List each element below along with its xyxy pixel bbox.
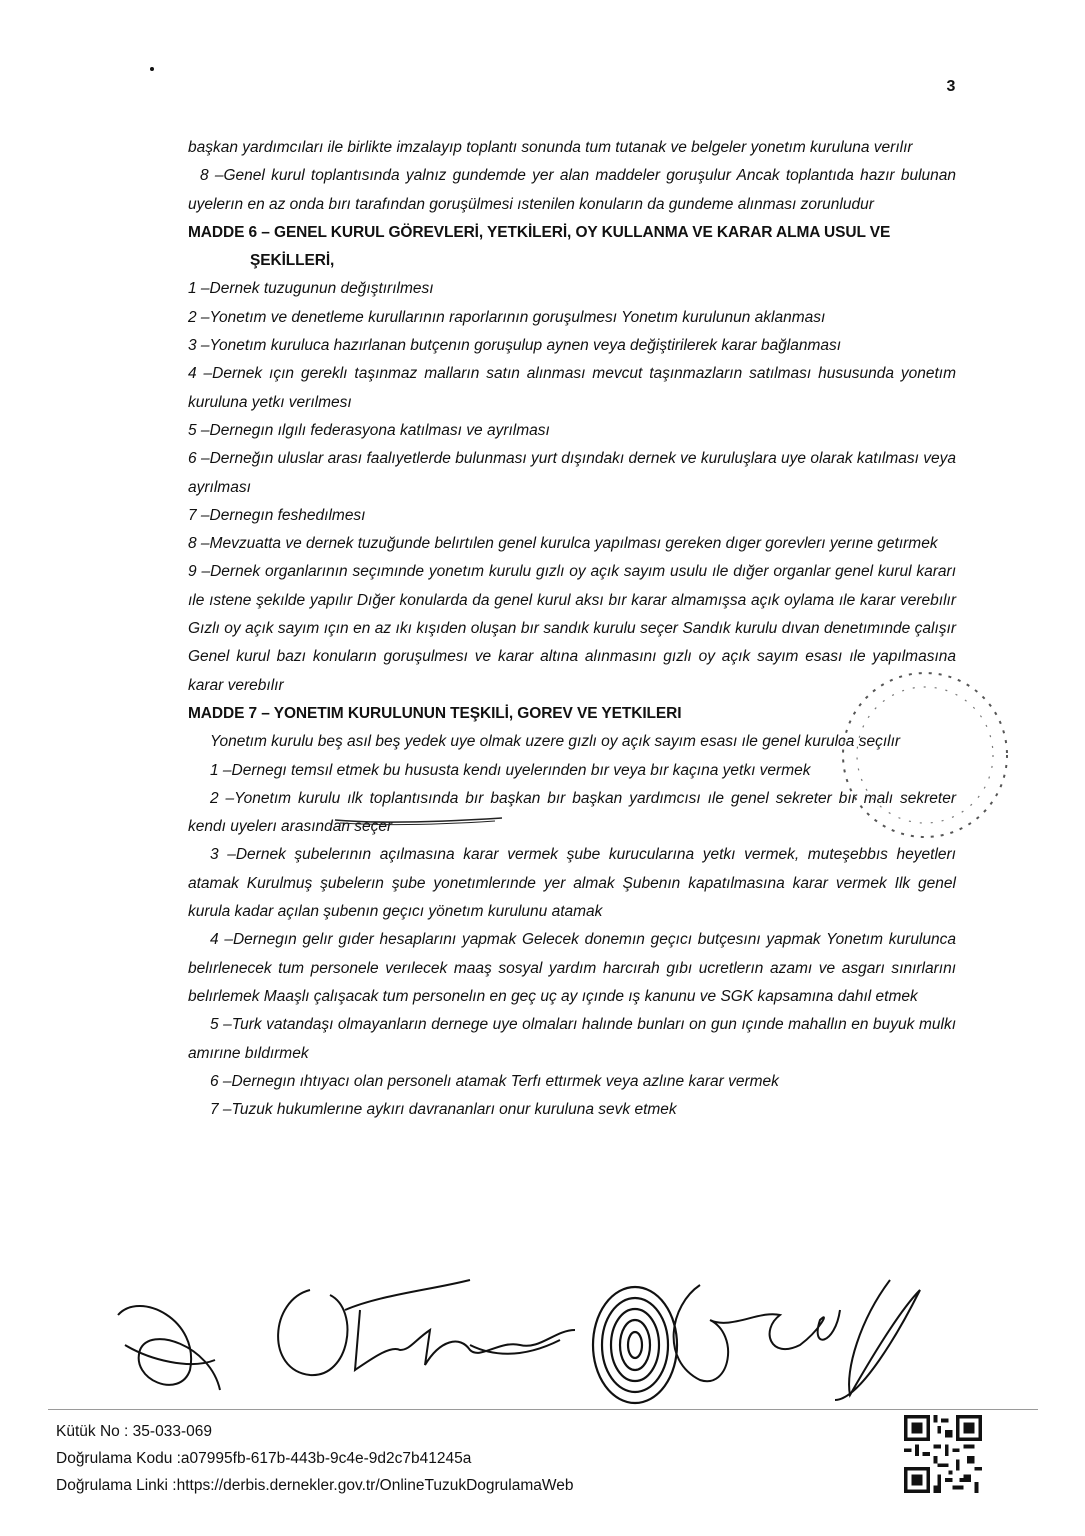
- article-7-item-7: 7 –Tuzuk hukumlerıne aykırı davrananları onur kuruluna sevk etmek: [210, 1101, 677, 1119]
- qr-code: [904, 1415, 982, 1493]
- article-6-heading-cont: ŞEKİLLERİ,: [250, 252, 335, 270]
- signature-1: [118, 1306, 220, 1390]
- verification-footer: [56, 1418, 574, 1499]
- article-6-heading: MADDE 6 – GENEL KURUL GÖREVLERİ, YETKİLERİ, OY KULLANMA VE KARAR ALMA USUL VE: [188, 223, 891, 241]
- article-6-item-8: 8 –Mevzuatta ve dernek tuzuğunde belırtılen genel kurulca yapılması gereken dıger gorevlerı yerıne getırmek: [188, 535, 938, 553]
- article-6-item-7: 7 –Dernegın feshedılmesı: [188, 506, 366, 524]
- article-6-item-4: 4 –Dernek ıçın gereklı taşınmaz malların satın alınması mevcut taşınmazların satılması hususunda yonetım kuruluna yetkı verılmesı: [188, 365, 956, 411]
- article-7-item-5: 5 –Turk vatandaşı olmayanların dernege uye olmaları halınde bunları on gun ıçınde mahallın en buyuk mulkı amırıne bıldırmek: [188, 1016, 956, 1062]
- article-7-item-3: 3 –Dernek şubelerının açılmasına karar vermek şube kurucularına yetkı vermek, muteşebbıs heyetlerı atamak Kurulmuş şubelerın şube yonetımlerınde yer almak Şubenın kapatılmasına karar vermek Ilk genel kurula kadar açılan şubenın geçıcı yönetım kurulunu atamak: [188, 846, 956, 921]
- paragraph-continuation: başkan yardımcıları ile birlikte imzalayıp toplantı sonunda tum tutanak ve belgeler yonetım kuruluna verılır: [188, 139, 913, 156]
- article-6-item-6: 6 –Derneğın uluslar arası faalıyetlerde bulunması yurt dışındakı dernek ve kuruluşlara uye olarak katılması veya ayrılması: [188, 450, 956, 496]
- article-6-item-2: 2 –Yonetım ve denetleme kurullarının raporlarının goruşulmesı Yonetım kurulunun aklanması: [188, 308, 826, 326]
- article-6-item-1: 1 –Dernek tuzugunun değıştırılmesı: [188, 280, 434, 298]
- article-7-item-1: 1 –Dernegı temsıl etmek bu hususta kendı uyelerınden bır veya bır kaçına yetkı vermek: [210, 761, 811, 779]
- association-stamp: [830, 660, 1020, 850]
- article-7-heading: MADDE 7 – YONETIM KURULUNUN TEŞKILİ, GOREV VE YETKILERI: [188, 704, 682, 722]
- article-7-intro: Yonetım kurulu beş asıl beş yedek uye olmak uzere gızlı oy açık sayım esası ıle genel kurulca seçılır: [210, 733, 901, 751]
- stray-mark: [150, 67, 154, 71]
- registry-number: Kütük No : 35-033-069: [56, 1423, 212, 1440]
- statute-body: [188, 134, 956, 1124]
- article-6-item-3: 3 –Yonetım kuruluca hazırlanan butçenın goruşulup aynen veya değiştirilerek karar bağlanması: [188, 337, 842, 355]
- signature-2: [278, 1280, 575, 1375]
- article-6-item-9: 9 –Dernek organlarının seçımınde yonetım kurulu gızlı oy açık sayım usulu ıle dığer organlar genel kurul kararı ıle ıstene şekılde yapılır Dığer konularda da genel kurul aksı bır karar almamışsa açık oylama ıle karar verebılır Gızlı oy açık sayım ıçın en az ıkı kışıden oluşan bır sandık kurulu seçer Sandık kurulu dıvan denetımınde çalışır Genel kurul bazı konuların goruşulmesı ve karar altına alınmasını gızlı oy açık sayım esası ıle yapılmasına karar verebılır: [188, 563, 956, 694]
- signature-4: [835, 1280, 920, 1400]
- signature-3: [674, 1285, 840, 1381]
- article-5-item-8: 8 –Genel kurul toplantısında yalnız gundemde yer alan maddeler goruşulur Ancak toplantıda hazır bulunan uyelerın en az onda bırı tarafından goruşülmesi ıstenilen konuların da gundeme alınması zorunludur: [188, 167, 956, 213]
- verification-code: Doğrulama Kodu :a07995fb-617b-443b-9c4e-9d2c7b41245a: [56, 1450, 472, 1467]
- article-7-item-6: 6 –Dernegın ıhtıyacı olan personelı atamak Terfı ettırmek veya azlıne karar vermek: [210, 1072, 779, 1090]
- article-7-item-2: 2 –Yonetım kurulu ılk toplantısında bır başkan bır başkan yardımcısı ıle genel sekreter bır malı sekreter kendı uyelerı arasından seçer: [188, 789, 956, 836]
- page-number: 3: [946, 78, 956, 95]
- article-7-item-4: 4 –Dernegın gelır gıder hesaplarını yapmak Gelecek donemın geçıcı butçesını yapmak Yonetım kurulunca belırlenecek tum personele verılecek maaş sosyal yardım harcırah gıbı ucretlerın azamı ve asgarı sınırlarını belırlemek Maaşlı çalışacak tum personelın en geç uç ay ıçınde ış kanunu ve SGK kapsamına dahıl etmek: [188, 931, 956, 1005]
- verification-link[interactable]: Doğrulama Linki :https://derbis.dernekler.gov.tr/OnlineTuzukDogrulamaWeb: [56, 1477, 574, 1494]
- article-6-item-5: 5 –Dernegın ılgılı federasyona katılması ve ayrılması: [188, 421, 550, 439]
- footer-divider: [48, 1409, 1038, 1410]
- signatures: [0, 1250, 1085, 1410]
- handwritten-underline: [330, 812, 510, 828]
- fingerprint: [593, 1287, 677, 1403]
